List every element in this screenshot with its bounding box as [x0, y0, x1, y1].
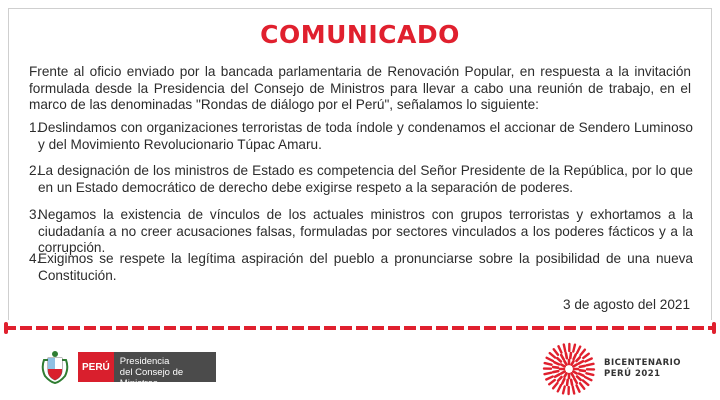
bicentenario-line2: PERÚ 2021 [604, 369, 661, 379]
bicentenario-text [604, 358, 681, 380]
list-item-text: Exigimos se respete la legítima aspiración del pueblo a pronunciarse sobre la posibilidad de una nueva Constitución. [38, 251, 693, 283]
coat-of-arms-icon [40, 350, 70, 384]
list-item-number: 1. [29, 120, 41, 135]
list-item-number: 2. [29, 163, 41, 178]
list-item-text: Deslindamos con organizaciones terroristas de toda índole y condenamos el accionar de Sendero Luminoso y del Movimiento Revolucionario Túpac Amaru. [38, 120, 693, 152]
document-date: 3 de agosto del 2021 [563, 297, 690, 312]
list-item [29, 207, 693, 257]
list-item [29, 163, 693, 196]
list-item-number: 4. [29, 251, 41, 266]
bicentenario-logo [542, 342, 681, 396]
pcm-label-line1: Presidencia [119, 356, 170, 367]
pcm-logo [40, 350, 216, 389]
list-item-text: Negamos la existencia de vínculos de los actuales ministros con grupos terroristas y exhortamos a la ciudadanía a no creer acusaciones falsas, formuladas por sectores vinculados a los poderes fácticos y a la corrupción. [38, 207, 693, 255]
peru-label: PERÚ [78, 352, 114, 382]
intro-paragraph: Frente al oficio enviado por la bancada parlamentaria de Renovación Popular, en respuesta a la invitación formulada desde la Presidencia del Consejo de Ministros para llevar a cabo una reunión de trabajo, en el marco de las denominadas "Rondas de diálogo por el Perú", señalamos lo siguiente: [29, 64, 691, 112]
dashed-divider [4, 326, 716, 330]
list-item [29, 120, 693, 153]
list-item-text: La designación de los ministros de Estado es competencia del Señor Presidente de la República, por lo que en un Estado democrático de derecho debe exigirse respeto a la separación de poderes. [38, 163, 693, 195]
document-title: COMUNICADO [260, 20, 460, 49]
pcm-label-line2: del Consejo de Ministros [119, 367, 184, 389]
bicentenario-line1: BICENTENARIO [604, 358, 682, 368]
bicentennial-sun-icon [542, 342, 596, 396]
pcm-label [114, 352, 216, 389]
list-item-number: 3. [29, 207, 41, 222]
list-item [29, 251, 693, 284]
